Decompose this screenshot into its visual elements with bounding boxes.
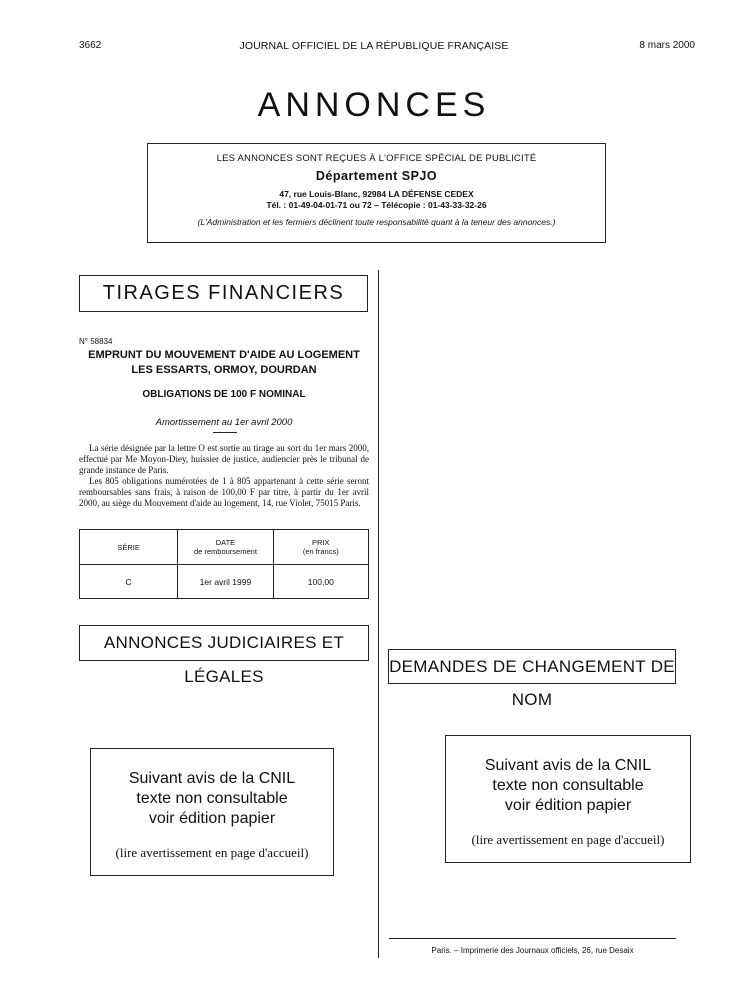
printer-footer: Paris. – Imprimerie des Journaux officiels, 26, rue Desaix xyxy=(431,946,634,955)
table-header-prix xyxy=(273,530,368,565)
table-cell-date: 1er avril 1999 xyxy=(178,565,273,599)
info-telephone: Tél. : 01-49-04-01-71 ou 72 – Télécopie : 01-43-33-32-26 xyxy=(266,200,487,210)
section-annonces-judiciaires: ANNONCES JUDICIAIRES ET LÉGALES xyxy=(79,625,369,661)
notice-title-line1: EMPRUNT DU MOUVEMENT D'AIDE AU LOGEMENT xyxy=(88,349,360,361)
cnil-line2: texte non consultable xyxy=(136,790,288,807)
cnil-sub: (lire avertissement en page d'accueil) xyxy=(115,845,309,860)
info-department: Département SPJO xyxy=(315,169,438,183)
table-cell-serie: C xyxy=(80,565,178,599)
cnil-notice-left xyxy=(90,748,334,876)
info-box xyxy=(147,143,606,243)
amortissement-rule xyxy=(213,432,237,433)
cnil-line1: Suivant avis de la CNIL xyxy=(484,757,652,774)
table-header-date-line2: de remboursement xyxy=(193,547,257,556)
cnil-notice-right xyxy=(445,735,691,863)
cnil-line1: Suivant avis de la CNIL xyxy=(128,770,296,787)
cnil-line3: voir édition papier xyxy=(148,810,276,827)
redemption-table xyxy=(79,529,369,599)
footer-rule xyxy=(389,938,676,939)
page-title: ANNONCES xyxy=(257,86,491,124)
notice-subtitle: OBLIGATIONS DE 100 F NOMINAL xyxy=(142,389,306,400)
table-header-prix-line2: (en francs) xyxy=(302,547,339,556)
cnil-sub: (lire avertissement en page d'accueil) xyxy=(471,832,665,847)
notice-paragraph: La série désignée par la lettre O est sortie au tirage au sort du 1er mars 2000, effectué par Me Moyon-Diey, huissier de justice, audiencier près le tribunal de grande instance de Paris. xyxy=(79,443,369,475)
issue-date: 8 mars 2000 xyxy=(639,40,695,51)
table-cell-prix: 100,00 xyxy=(273,565,368,599)
table-row xyxy=(80,565,369,599)
page-number: 3662 xyxy=(79,40,102,51)
notice-number: N° 58834 xyxy=(79,337,113,346)
notice-title-line2: LES ESSARTS, ORMOY, DOURDAN xyxy=(131,364,317,376)
section-tirages-financiers: TIRAGES FINANCIERS xyxy=(79,275,368,312)
info-address: 47, rue Louis-Blanc, 92984 LA DÉFENSE CEDEX xyxy=(279,189,474,199)
cnil-line2: texte non consultable xyxy=(492,777,644,794)
section-changement-nom: DEMANDES DE CHANGEMENT DE NOM xyxy=(388,649,676,684)
notice-paragraph: Les 805 obligations numérotées de 1 à 805 appartenant à cette série seront remboursables sans frais, à raison de 100,00 F par titre, à partir du 1er avril 2000, au siège du Mouvement d'aide au logement, 14, rue Violet, 75015 Paris. xyxy=(79,476,369,508)
table-header-date xyxy=(178,530,273,565)
notice-body xyxy=(79,443,369,509)
table-header-prix-line1: PRIX xyxy=(312,538,330,547)
table-header-serie: SÉRIE xyxy=(80,530,178,565)
info-intro: LES ANNONCES SONT REÇUES À L'OFFICE SPÉCIAL DE PUBLICITÉ xyxy=(216,153,537,164)
table-header-date-line1: DATE xyxy=(215,538,236,547)
column-divider xyxy=(378,270,379,958)
journal-title: JOURNAL OFFICIEL DE LA RÉPUBLIQUE FRANÇAISE xyxy=(239,40,509,52)
info-disclaimer: (L'Administration et les fermiers déclinent toute responsabilité quant à la teneur des annonces.) xyxy=(197,217,556,227)
cnil-line3: voir édition papier xyxy=(504,797,632,814)
notice-amortissement: Amortissement au 1er avril 2000 xyxy=(155,417,293,428)
